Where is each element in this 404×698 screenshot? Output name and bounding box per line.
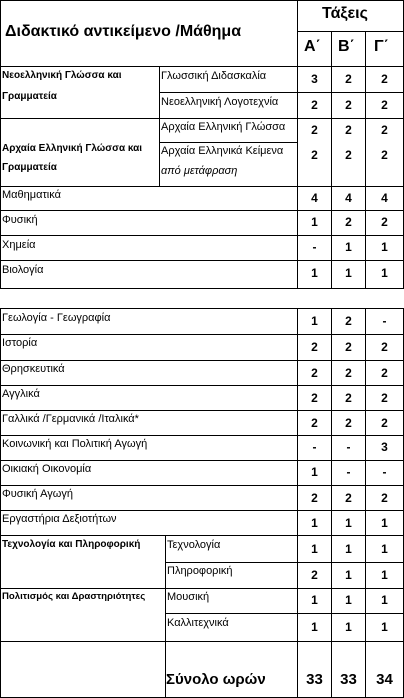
total-hours-a: 33	[306, 671, 323, 688]
hours-c: 2	[381, 416, 388, 430]
subject-label: Μουσική	[167, 591, 210, 603]
rule	[0, 0, 1, 288]
hours-b: 2	[345, 416, 352, 430]
hours-a: 1	[311, 593, 318, 607]
subject-label: Φυσική	[2, 214, 38, 226]
hours-a: 1	[311, 314, 318, 328]
rule	[0, 385, 404, 386]
hours-b: 1	[345, 542, 352, 556]
hours-b: 1	[345, 593, 352, 607]
subject-label: Αγγλικά	[2, 388, 40, 400]
hours-a: 1	[311, 516, 318, 530]
rule	[297, 31, 404, 32]
hours-a: 2	[311, 340, 318, 354]
hours-c: 2	[381, 148, 388, 162]
subject-label: Νεοελληνική Λογοτεχνία	[161, 96, 279, 108]
hours-c: 2	[381, 340, 388, 354]
hours-b: 1	[345, 240, 352, 254]
hours-a: 2	[311, 416, 318, 430]
group-label: Γραμματεία	[2, 162, 57, 173]
subject-label: Αρχαία Ελληνική Γλώσσα	[161, 121, 286, 133]
rule	[0, 588, 404, 589]
hours-b: -	[346, 465, 351, 479]
total-label: Σύνολο ωρών	[166, 671, 266, 688]
hours-c: 1	[381, 542, 388, 556]
class-a-header: Α΄	[304, 38, 321, 55]
group-label: Τεχνολογία και Πληροφορική	[2, 539, 141, 550]
hours-b: 1	[345, 568, 352, 582]
hours-b: 2	[345, 340, 352, 354]
rule	[0, 334, 404, 335]
subject-label: Τεχνολογία	[167, 539, 221, 551]
hours-c: 1	[381, 568, 388, 582]
rule	[0, 235, 404, 236]
hours-c: -	[382, 314, 387, 328]
group-label: Νεοελληνική Γλώσσα και	[2, 70, 122, 81]
rule	[159, 142, 298, 143]
hours-b: 4	[345, 191, 352, 205]
hours-c: 2	[381, 215, 388, 229]
hours-b: 1	[345, 620, 352, 634]
rule	[0, 510, 404, 511]
hours-a: -	[312, 240, 317, 254]
rule	[165, 562, 404, 563]
hours-b: 2	[345, 491, 352, 505]
subject-label: Βιολογία	[2, 264, 44, 276]
subject-label: Γλωσσική Διδασκαλία	[161, 70, 267, 82]
hours-c: -	[382, 465, 387, 479]
hours-a: 2	[311, 148, 318, 162]
subject-label: Γαλλικά /Γερμανικά /Ιταλικά*	[2, 413, 139, 425]
classes-title: Τάξεις	[322, 5, 368, 22]
rule	[0, 410, 404, 411]
hours-c: 2	[381, 366, 388, 380]
group-label: Γραμματεία	[2, 91, 57, 102]
hours-c: 4	[381, 191, 388, 205]
hours-a: 2	[311, 366, 318, 380]
page-title: Διδακτικό αντικείμενο /Μάθημα	[5, 23, 242, 40]
class-b-header: Β΄	[338, 38, 355, 55]
rule	[0, 360, 404, 361]
rule	[0, 308, 404, 309]
hours-b: 2	[345, 314, 352, 328]
rule	[0, 435, 404, 436]
rule	[0, 0, 404, 1]
subject-label: Πληροφορική	[167, 565, 233, 577]
rule	[0, 186, 404, 187]
rule	[0, 66, 404, 67]
subject-label: Φυσική Αγωγή	[2, 488, 73, 500]
subject-label: Χημεία	[2, 239, 36, 251]
hours-a: 1	[311, 215, 318, 229]
hours-c: 1	[381, 240, 388, 254]
subject-note: από μετάφραση	[161, 165, 238, 177]
hours-c: 2	[381, 123, 388, 137]
hours-c: 2	[381, 98, 388, 112]
subject-label: Εργαστήρια Δεξιοτήτων	[2, 513, 117, 525]
hours-a: 4	[311, 191, 318, 205]
total-hours-b: 33	[340, 671, 357, 688]
subject-label: Κοινωνική και Πολιτική Αγωγή	[2, 438, 148, 450]
rule	[0, 535, 404, 536]
hours-b: 2	[345, 72, 352, 86]
hours-b: 2	[345, 123, 352, 137]
hours-b: 2	[345, 148, 352, 162]
hours-a: 1	[311, 266, 318, 280]
rule	[165, 613, 404, 614]
hours-c: 1	[381, 266, 388, 280]
hours-a: 1	[311, 620, 318, 634]
hours-c: 1	[381, 620, 388, 634]
class-c-header: Γ΄	[374, 38, 389, 55]
hours-a: 2	[311, 391, 318, 405]
hours-c: 2	[381, 72, 388, 86]
hours-a: 3	[311, 72, 318, 86]
hours-c: 2	[381, 391, 388, 405]
subject-label: Γεωλογία - Γεωγραφία	[2, 312, 111, 324]
hours-a: 1	[311, 465, 318, 479]
rule	[0, 485, 404, 486]
hours-a: 2	[311, 98, 318, 112]
subject-label: Αρχαία Ελληνικά Κείμενα	[161, 145, 284, 157]
group-label: Πολιτισμός και Δραστηριότητες	[2, 591, 146, 602]
total-hours-c: 34	[376, 671, 393, 688]
hours-b: 2	[345, 391, 352, 405]
rule	[0, 288, 404, 289]
group-label: Αρχαία Ελληνική Γλώσσα και	[2, 143, 143, 154]
rule	[159, 66, 160, 186]
hours-c: 2	[381, 491, 388, 505]
hours-b: 2	[345, 366, 352, 380]
hours-b: 1	[345, 516, 352, 530]
hours-a: 2	[311, 568, 318, 582]
hours-c: 1	[381, 516, 388, 530]
hours-b: 2	[345, 98, 352, 112]
rule	[0, 118, 404, 119]
rule	[159, 92, 404, 93]
rule	[0, 210, 404, 211]
hours-c: 3	[381, 440, 388, 454]
hours-c: 1	[381, 593, 388, 607]
subject-label: Οικιακή Οικονομία	[2, 463, 92, 475]
subject-label: Ιστορία	[2, 337, 38, 349]
hours-a: 1	[311, 542, 318, 556]
subject-label: Μαθηματικά	[2, 189, 61, 201]
hours-b: 2	[345, 215, 352, 229]
rule	[0, 308, 1, 698]
hours-a: 2	[311, 491, 318, 505]
subject-label: Θρησκευτικά	[2, 363, 65, 375]
hours-b: 1	[345, 266, 352, 280]
hours-a: -	[312, 440, 317, 454]
rule	[0, 260, 404, 261]
hours-a: 2	[311, 123, 318, 137]
hours-b: -	[346, 440, 351, 454]
subject-label: Καλλιτεχνικά	[167, 617, 229, 629]
rule	[0, 641, 404, 642]
rule	[0, 460, 404, 461]
